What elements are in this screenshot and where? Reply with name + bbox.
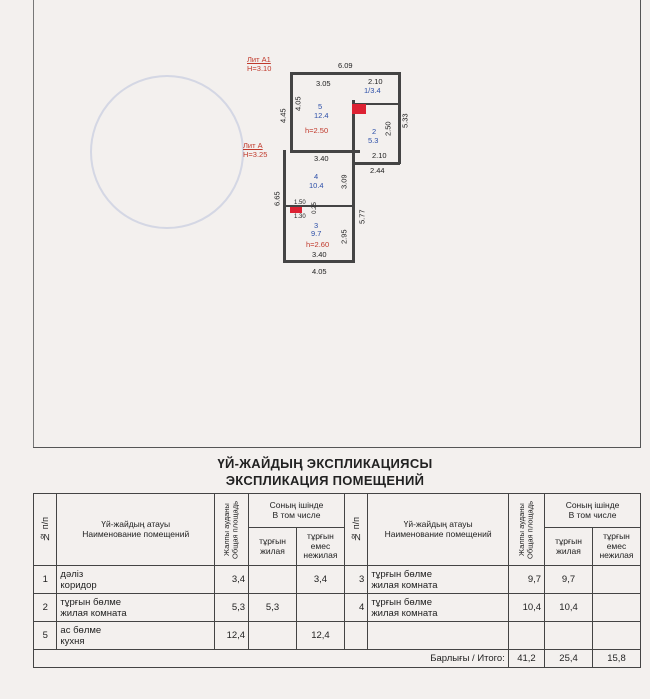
dim-bottom: 4.05 — [312, 267, 327, 276]
row-nonliving — [592, 566, 640, 594]
header-nonliving-left: тұрғын емес нежилая — [296, 528, 344, 566]
header-living-right: тұрғын жилая — [545, 528, 593, 566]
row-living — [249, 622, 297, 650]
table-row — [34, 622, 641, 650]
dim-r1-top: 2.10 — [368, 77, 383, 86]
room-3-number: 3 — [314, 221, 319, 230]
table-row — [34, 594, 641, 622]
row-num: 2 — [34, 594, 57, 622]
row-num: 5 — [34, 622, 57, 650]
row-total: 9,7 — [508, 566, 544, 594]
room-5-number: 5 — [318, 102, 323, 111]
row-nonliving: 3,4 — [296, 566, 344, 594]
dim-outer-left-top: 4.45 — [278, 108, 288, 124]
row-num: 1 — [34, 566, 57, 594]
wall-r5-bottom — [290, 150, 360, 153]
header-num-right: № п/п — [344, 494, 367, 566]
explication-table — [33, 493, 641, 668]
row-empty — [545, 622, 593, 650]
h-a1-label: H=3.10 — [247, 64, 272, 73]
dim-small-a: 1.50 — [294, 200, 306, 206]
row-empty — [344, 622, 367, 650]
heater-mark — [290, 207, 302, 213]
header-name-left: Үй-жайдың атауы Наименование помещений — [57, 494, 215, 566]
dim-r3-inner: 2.95 — [339, 229, 349, 245]
lit-a-label: Лит А — [243, 141, 263, 150]
room-4-area: 10.4 — [309, 181, 324, 190]
totals-nonliving: 15,8 — [592, 650, 640, 668]
room-3-area: 9.7 — [311, 229, 322, 238]
row-total: 5,3 — [215, 594, 249, 622]
row-living: 9,7 — [545, 566, 593, 594]
row-name: тұрғын бөлме жилая комната — [368, 594, 509, 622]
dim-outer-left-bottom: 6.65 — [272, 191, 282, 207]
row-nonliving — [296, 594, 344, 622]
row-name: тұрғын бөлме жилая комната — [368, 566, 509, 594]
room-2-area: 5.3 — [368, 136, 379, 145]
row-num: 4 — [344, 594, 367, 622]
wall-left-upper — [290, 72, 293, 152]
header-name-right: Үй-жайдың атауы Наименование помещений — [368, 494, 509, 566]
totals-row — [34, 650, 641, 668]
totals-label: Барлығы / Итого: — [34, 650, 509, 668]
header-nonliving-right: тұрғын емес нежилая — [592, 528, 640, 566]
faded-stamp — [90, 75, 244, 229]
row-name: дәліз коридор — [57, 566, 215, 594]
table-row — [34, 566, 641, 594]
h-a-label: H=3.25 — [243, 150, 268, 159]
totals-total: 41,2 — [508, 650, 544, 668]
wall-r2-bottom — [352, 162, 400, 165]
room-3-height: h=2.60 — [306, 240, 330, 249]
dim-r4-right: 3.09 — [339, 174, 349, 190]
row-living: 5,3 — [249, 594, 297, 622]
room-2-number: 2 — [372, 127, 377, 136]
dim-r2-bottom: 2.10 — [372, 151, 387, 160]
row-empty — [508, 622, 544, 650]
header-incl-right: Соның ішінде В том числе — [545, 494, 641, 528]
row-living: 10,4 — [545, 594, 593, 622]
row-empty — [368, 622, 509, 650]
wall-bottom — [283, 260, 355, 263]
row-num: 3 — [344, 566, 367, 594]
row-total: 10,4 — [508, 594, 544, 622]
row-total: 3,4 — [215, 566, 249, 594]
header-total-left: Жалпы ауданы Общая площадь — [215, 494, 249, 566]
header-num-left: № п/п — [34, 494, 57, 566]
row-total: 12,4 — [215, 622, 249, 650]
dim-r2-right: 2.50 — [383, 121, 393, 137]
title-ru: ЭКСПЛИКАЦИЯ ПОМЕЩЕНИЙ — [225, 473, 425, 488]
room-5-area: 12.4 — [314, 111, 329, 120]
dim-r1-label: 1/3.4 — [364, 86, 381, 95]
dim-r3-bottom: 3.40 — [312, 250, 327, 259]
dim-outer-right: 5.33 — [400, 113, 410, 129]
dim-r4-top: 3.40 — [314, 154, 329, 163]
room-4-number: 4 — [314, 172, 319, 181]
dim-top: 6.09 — [338, 61, 353, 70]
dim-r3-right: 5.77 — [357, 209, 367, 225]
row-nonliving — [592, 594, 640, 622]
row-name: тұрғын бөлме жилая комната — [57, 594, 215, 622]
header-total-right: Жалпы ауданы Общая площадь — [508, 494, 544, 566]
room-5-height: h=2.50 — [305, 126, 329, 135]
wall-top — [290, 72, 400, 75]
dim-small-b: 1.30 — [294, 214, 306, 220]
row-name: ас бөлме кухня — [57, 622, 215, 650]
row-empty — [592, 622, 640, 650]
stove-mark — [352, 104, 366, 114]
row-living — [249, 566, 297, 594]
header-living-left: тұрғын жилая — [249, 528, 297, 566]
header-incl-left: Соның ішінде В том числе — [249, 494, 345, 528]
dim-r2-bottom2: 2.44 — [370, 166, 385, 175]
title-kz: ҮЙ-ЖАЙДЫҢ ЭКСПЛИКАЦИЯСЫ — [217, 456, 433, 471]
dim-small-c: 0.25 — [311, 202, 318, 214]
floor-plan-frame — [33, 0, 641, 448]
totals-living: 25,4 — [545, 650, 593, 668]
dim-r5-left: 4.05 — [293, 96, 303, 112]
dim-r5-top: 3.05 — [316, 79, 331, 88]
lit-a1-label: Лит А1 — [247, 55, 271, 64]
row-nonliving: 12,4 — [296, 622, 344, 650]
